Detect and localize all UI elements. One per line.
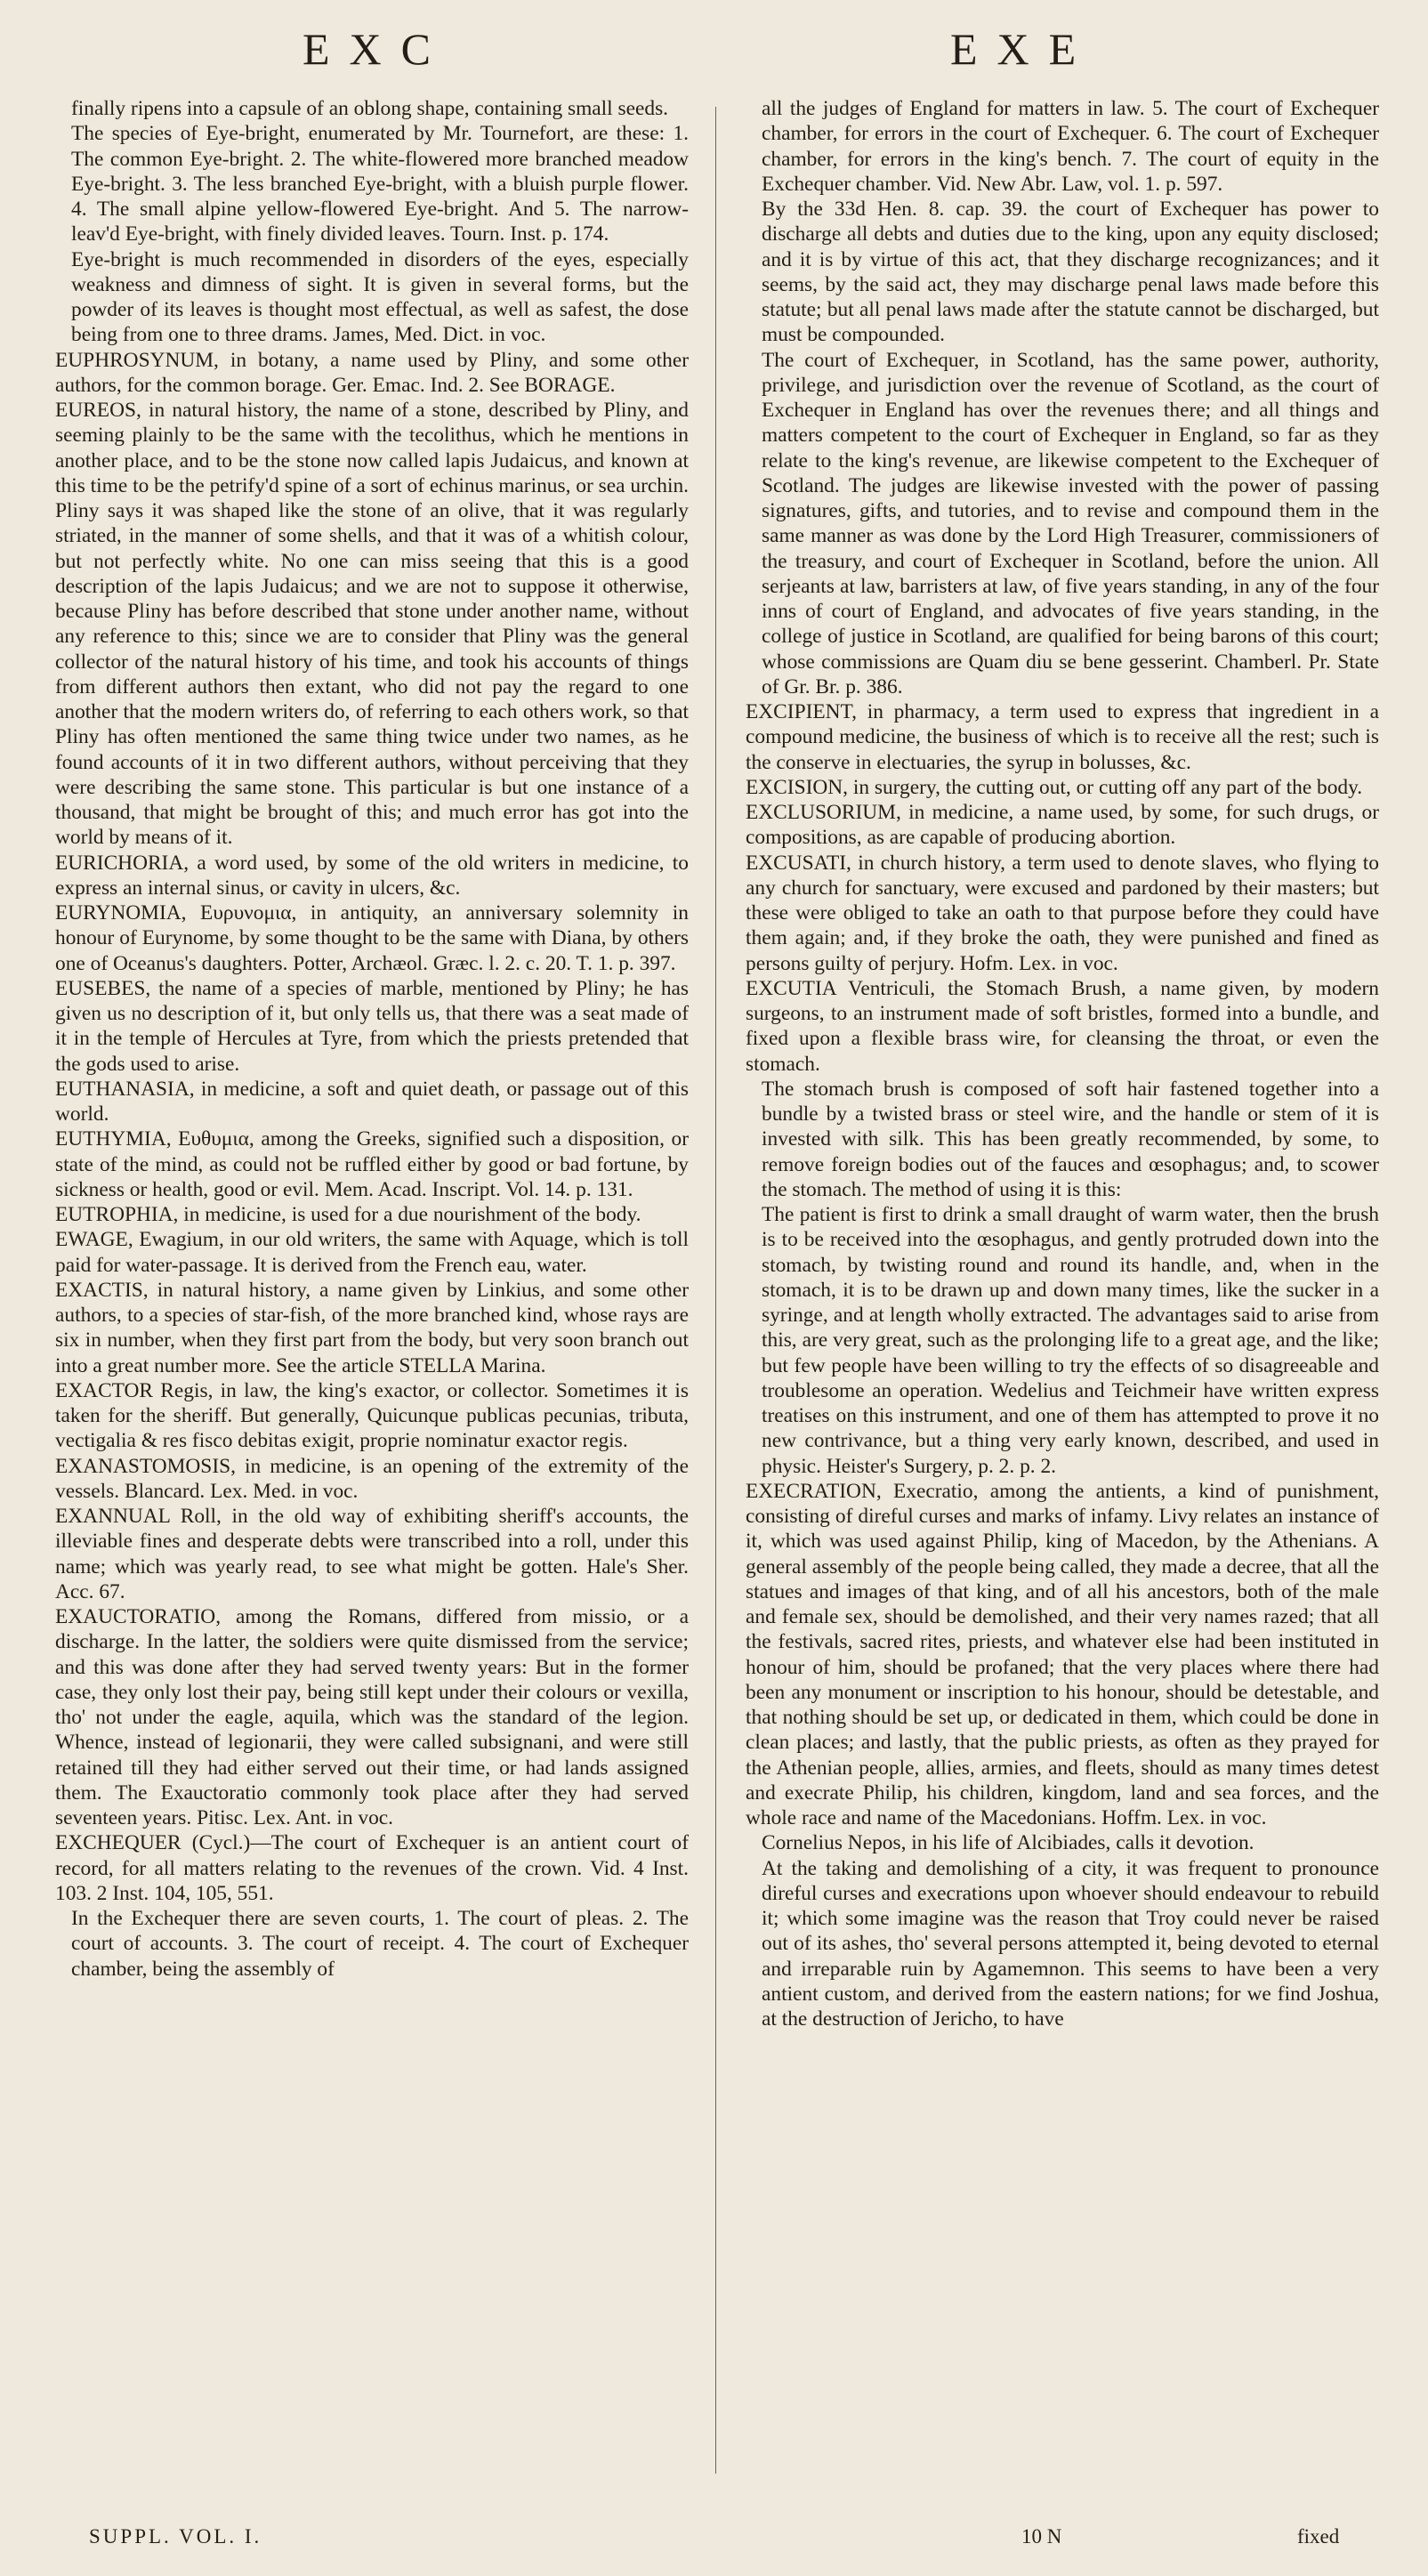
dictionary-entry: EXCUTIA Ventriculi, the Stomach Brush, a name given, by modern surgeons, to an instrument made of soft bristles, formed into a bundle, and fixed upon a flexible brass wire, for cleansing the throat, or even the stomach. (746, 976, 1379, 1076)
dictionary-entry: EXCISION, in surgery, the cutting out, or cutting off any part of the body. (746, 775, 1363, 799)
dictionary-entry: EXACTOR Regis, in law, the king's exactor, or collector. Sometimes it is taken for the sheriff. But generally, Quicunque publicas pecunias, tributa, vectigalia & res fisco debitas exigit, proprie nominatur exactor regis. (55, 1378, 689, 1453)
dictionary-entry: EUREOS, in natural history, the name of a stone, described by Pliny, and seeming plainly to be the same with the tecolithus, which he mentions in another place, and to be the stone now called lapis Judaicus, and known at this time to be the petrify'd spine of a sort of echinus marinus, or sea urchin. Pliny says it was shaped like the stone of an olive, that it was regularly striated, in the manner of some shells, and that it was of a whitish colour, but not perfectly white. No one can miss seeing that this is a good description of the lapis Judaicus; and we are not to suppose it otherwise, because Pliny has before described that stone under another name, without any reference to this; since we are to consider that Pliny was the general collector of the natural history of his time, and took his accounts of things from different authors then extant, who did not pay the regard to one another that the modern writers do, of referring to each others work, so that Pliny has often mentioned the same thing twice under two names, as he found accounts of it in two different authors, without perceiving that they were describing the same stone. This particular is but one instance of a thousand, that might be brought of this; and much error has got into the world by means of it. (55, 399, 689, 850)
dictionary-entry: EUTHYMIA, Ευθυμια, among the Greeks, signified such a disposition, or state of the mind, as could not be ruffled either by good or bad fortune, by sickness or health, good or evil. Mem. Acad. Inscript. Vol. 14. p. 131. (55, 1127, 689, 1201)
dictionary-entry: EXECRATION, Execratio, among the antients, a kind of punishment, consisting of direful curses and marks of infamy. Livy relates an instance of it, which was used against Philip, king of Macedon, by the Athenians. A general assembly of the people being called, they made a decree, that all the statues and images of that king, and of all his ancestors, both of the male and female sex, should be demolished, and their very names razed; that all the festivals, sacred rites, priests, and whatever else had been instituted in honour of him, should be profaned; that the very places where there had been any monument or inscription to his honour, should be detestable, and that nothing should be set up, or dedicated in them, which could be done in clean places; and lastly, that the public priests, as often as they prayed for the Athenian people, allies, armies, and fleets, should as many times detest and execrate Philip, his children, kingdom, land and sea forces, and the whole race and name of the Macedonians. Hoffm. Lex. in voc. (746, 1479, 1379, 1829)
guide-word-right: EXE (950, 24, 1096, 74)
text-columns (55, 96, 1379, 2031)
dictionary-entry: EXANASTOMOSIS, in medicine, is an opening of the extremity of the vessels. Blancard. Lex. Med. in voc. (55, 1454, 689, 1503)
signature-mark: SUPPL. VOL. I. (89, 2525, 262, 2548)
entry-paragraph: In the Exchequer there are seven courts, 1. The court of pleas. 2. The court of accounts. 3. The court of receipt. 4. The court of Exchequer chamber, being the assembly of (71, 1907, 689, 1981)
entry-paragraph: At the taking and demolishing of a city, it was frequent to pronounce direful curses and execrations upon whoever should endeavour to rebuild it; which some imagine was the reason that Troy could never be raised out of its ashes, tho' several persons attempted it, being devoted to eternal and irreparable ruin by Agamemnon. This seems to have been a very antient custom, and derived from the eastern nations; for we find Joshua, at the destruction of Jericho, to have (762, 1856, 1379, 2031)
dictionary-entry: EXACTIS, in natural history, a name given by Linkius, and some other authors, to a species of star-fish, of the more branched kind, whose rays are six in number, when they first part from the body, but very soon branch out into a great number more. See the article STELLA Marina. (55, 1278, 689, 1377)
dictionary-entry: EXAUCTORATIO, among the Romans, differed from missio, or a discharge. In the latter, the soldiers were quite dismissed from the service; and this was done after they had served twenty years: But in the former case, they only lost their pay, being still kept under their colours or vexilla, tho' not under the eagle, aquila, which was the standard of the legion. Whence, instead of legionarii, they were called subsignani, and were still retained till they had either served out their time, or had lands assigned them. The Exauctoratio commonly took place after they had served seventeen years. Pitisc. Lex. Ant. in voc. (55, 1605, 689, 1829)
dictionary-entry: EURICHORIA, a word used, by some of the old writers in medicine, to express an internal sinus, or cavity in ulcers, &c. (55, 851, 689, 900)
dictionary-entry: EXCIPIENT, in pharmacy, a term used to express that ingredient in a compound medicine, the business of which is to receive all the rest; such is the conserve in electuaries, the syrup in bolusses, &c. (746, 700, 1379, 774)
dictionary-entry: EUPHROSYNUM, in botany, a name used by Pliny, and some other authors, for the common borage. Ger. Emac. Ind. 2. See BORAGE. (55, 348, 689, 397)
dictionary-entry: EUSEBES, the name of a species of marble, mentioned by Pliny; he has given us no description of it, but only tells us, that there was a seat made of it in the temple of Hercules at Tyre, from which the priests pretended that the gods used to arise. (55, 976, 689, 1076)
dictionary-entry: EXCLUSORIUM, in medicine, a name used, by some, for such drugs, or compositions, as are capable of producing abortion. (746, 801, 1379, 850)
right-column (746, 96, 1379, 2031)
entry-paragraph: The court of Exchequer, in Scotland, has the same power, authority, privilege, and jurisdiction over the revenue of Scotland, as the court of Exchequer in England has over the revenues there; and all things and matters competent to the court of Exchequer in England, so far as they relate to the king's revenue, are likewise competent to the Exchequer of Scotland. The judges are likewise invested with the power of passing signatures, gifts, and tutories, and to revise and compound them in the same manner as was done by the Lord High Treasurer, commissioners of the treasury, and court of Exchequer in Scotland, before the union. All serjeants at law, barristers at law, of five years standing, in any of the four inns of court of England, and advocates of five years standing, in the college of justice in Scotland, are qualified for being barons of this court; whose commissions are Quam diu se bene gesserint. Chamberl. Pr. State of Gr. Br. p. 386. (762, 348, 1379, 699)
dictionary-entry: EXANNUAL Roll, in the old way of exhibiting sheriff's accounts, the illeviable fines and desperate debts were transcribed into a roll, under this name; which was yearly read, to see what might be gotten. Hale's Sher. Acc. 67. (55, 1505, 689, 1603)
page-footer (0, 2525, 1428, 2561)
entry-paragraph: Eye-bright is much recommended in disorders of the eyes, especially weakness and dimness of sight. It is given in several forms, but the powder of its leaves is thought most effectual, as well as safest, the dose being from one to three drams. James, Med. Dict. in voc. (71, 247, 689, 347)
dictionary-entry: EURYNOMIA, Ευρυνομια, in antiquity, an anniversary solemnity in honour of Eurynome, by some thought to be the same with Diana, by others one of Oceanus's daughters. Potter, Archæol. Græc. l. 2. c. 20. T. 1. p. 397. (55, 901, 689, 975)
entry-paragraph: all the judges of England for matters in law. 5. The court of Exchequer chamber, for errors in the court of Exchequer. 6. The court of Exchequer chamber, for errors in the king's bench. 7. The court of equity in the Exchequer chamber. Vid. New Abr. Law, vol. 1. p. 597. (762, 97, 1379, 196)
entry-paragraph: The patient is first to drink a small draught of warm water, then the brush is to be received into the œsophagus, and gently protruded down into the stomach, by twisting round and round its handle, and, when in the stomach, it is to be drawn up and down many times, like the sucker in a syringe, and at length wholly extracted. The advantages said to arise from this, are very great, such as the prolonging life to a great age, and the like; but few people have been willing to try the effects of so disagreeable and troublesome an operation. Wedelius and Teichmeir have written express treatises on this instrument, and one of them has attempted to prove it no new contrivance, but a thing very early known, described, and used in physic. Heister's Surgery, p. 2. p. 2. (762, 1203, 1379, 1478)
dictionary-entry: EUTROPHIA, in medicine, is used for a due nourishment of the body. (55, 1203, 641, 1226)
guide-word-left: EXC (303, 24, 450, 74)
sheet-mark: 10 N (1021, 2525, 1062, 2548)
dictionary-entry: EXCUSATI, in church history, a term used to denote slaves, who flying to any church for sanctuary, were excused and pardoned by their masters; but these were obliged to take an oath to that purpose before they could have them again; and, if they broke the oath, they were punished and fined as persons guilty of perjury. Hofm. Lex. in voc. (746, 851, 1379, 975)
entry-paragraph: The species of Eye-bright, enumerated by Mr. Tournefort, are these: 1. The common Eye-bright. 2. The white-flowered more branched meadow Eye-bright. 3. The less branched Eye-bright, with a bluish purple flower. 4. The small alpine yellow-flowered Eye-bright. And 5. The narrow-leav'd Eye-bright, with finely divided leaves. Tourn. Inst. p. 174. (71, 122, 689, 246)
left-column (55, 96, 689, 2031)
dictionary-entry: EXCHEQUER (Cycl.)—The court of Exchequer is an antient court of record, for all matters relating to the revenues of the crown. Vid. 4 Inst. 103. 2 Inst. 104, 105, 551. (55, 1831, 689, 1905)
catchword: fixed (1297, 2525, 1340, 2548)
dictionary-entry: EUTHANASIA, in medicine, a soft and quiet death, or passage out of this world. (55, 1077, 689, 1126)
entry-paragraph: Cornelius Nepos, in his life of Alcibiades, calls it devotion. (762, 1831, 1255, 1855)
entry-paragraph: The stomach brush is composed of soft hair fastened together into a bundle by a twisted brass or steel wire, and the handle or stem of it is invested with silk. This has been greatly recommended, by some, to remove foreign bodies out of the fauces and œsophagus; and, to scower the stomach. The method of using it is this: (762, 1077, 1379, 1201)
entry-paragraph: By the 33d Hen. 8. cap. 39. the court of Exchequer has power to discharge all debts and duties due to the king, upon any equity disclosed; and it is by virtue of this act, that they discharge recognizances; and it seems, by the said act, they may discharge penal laws made before this statute; but all penal laws made after the statute cannot be discharged, but must be compounded. (762, 198, 1379, 347)
entry-paragraph: finally ripens into a capsule of an oblong shape, containing small seeds. (71, 97, 669, 120)
dictionary-entry: EWAGE, Ewagium, in our old writers, the same with Aquage, which is toll paid for water-passage. It is derived from the French eau, water. (55, 1228, 689, 1277)
running-head (0, 0, 1428, 74)
